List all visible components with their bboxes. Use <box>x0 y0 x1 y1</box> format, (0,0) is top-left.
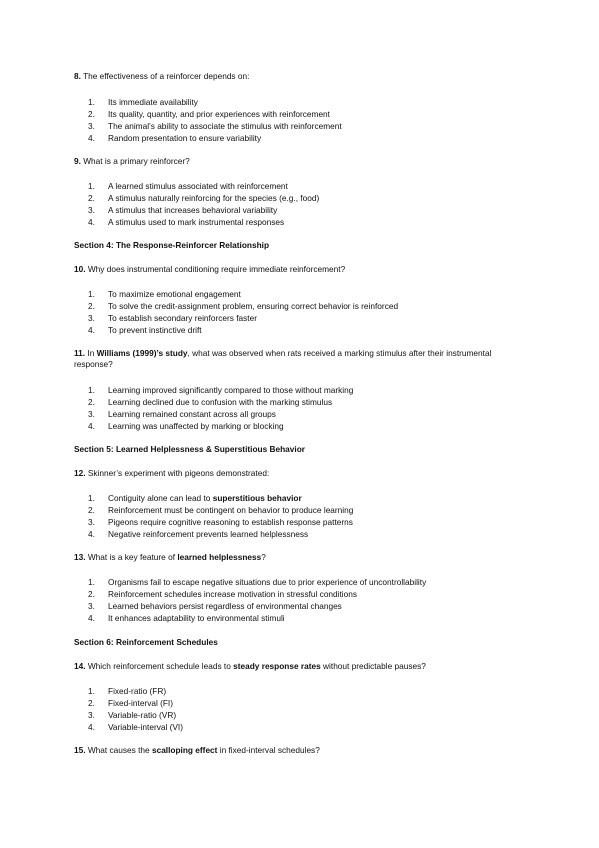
option: 4. Variable-interval (VI) <box>88 722 184 732</box>
option: 2. A stimulus naturally reinforcing for the species (e.g., food) <box>88 193 320 203</box>
option: 3. The animal’s ability to associate the stimulus with reinforcement <box>88 121 342 131</box>
section-heading-4: Section 4: The Response-Reinforcer Relationship <box>74 240 270 250</box>
option: 1. Its immediate availability <box>88 97 198 107</box>
option: 4. It enhances adaptability to environmental stimuli <box>88 613 285 623</box>
question-9: 9. What is a primary reinforcer? <box>74 156 190 166</box>
option: 1. Organisms fail to escape negative situations due to prior experience of uncontrollability <box>88 577 427 587</box>
question-10: 10. Why does instrumental conditioning require immediate reinforcement? <box>74 264 346 274</box>
option: 2. Its quality, quantity, and prior experiences with reinforcement <box>88 109 330 119</box>
options-q14 <box>74 685 183 733</box>
option: 4. To prevent instinctive drift <box>88 325 202 335</box>
question-13: 13. What is a key feature of learned helplessness? <box>74 552 266 562</box>
option: 3. A stimulus that increases behavioral variability <box>88 205 278 215</box>
option: 3. Pigeons require cognitive reasoning to establish response patterns <box>88 517 353 527</box>
question-15: 15. What causes the scalloping effect in fixed-interval schedules? <box>74 745 320 755</box>
option: 3. To establish secondary reinforcers faster <box>88 313 257 323</box>
options-q10 <box>74 288 398 336</box>
option: 4. Negative reinforcement prevents learned helplessness <box>88 529 309 539</box>
option: 1. Learning improved significantly compared to those without marking <box>88 385 354 395</box>
option: 4. Random presentation to ensure variability <box>88 133 262 143</box>
question-8: 8. The effectiveness of a reinforcer depends on: <box>74 71 250 81</box>
question-11: 11. In Williams (1999)’s study, what was observed when rats received a marking stimulus after their instrumental response? <box>74 348 492 369</box>
question-14: 14. Which reinforcement schedule leads to steady response rates without predictable pauses? <box>74 661 426 671</box>
option: 3. Learned behaviors persist regardless of environmental changes <box>88 601 342 611</box>
option: 2. Reinforcement schedules increase motivation in stressful conditions <box>88 589 358 599</box>
option: 3. Variable-ratio (VR) <box>88 710 177 720</box>
option: 2. Learning declined due to confusion with the marking stimulus <box>88 397 333 407</box>
options-q8 <box>74 96 342 144</box>
option: 4. Learning was unaffected by marking or blocking <box>88 421 284 431</box>
option: 2. Fixed-interval (FI) <box>88 698 174 708</box>
option: 4. A stimulus used to mark instrumental responses <box>88 217 285 227</box>
options-q9 <box>74 180 319 228</box>
section-heading-6: Section 6: Reinforcement Schedules <box>74 637 218 647</box>
option: 1. A learned stimulus associated with reinforcement <box>88 181 288 191</box>
options-q11 <box>74 384 353 432</box>
option: 2. To solve the credit-assignment problem, ensuring correct behavior is reinforced <box>88 301 399 311</box>
question-12: 12. Skinner’s experiment with pigeons demonstrated: <box>74 468 270 478</box>
option: 1. Contiguity alone can lead to superstitious behavior <box>88 493 302 503</box>
options-q12 <box>74 492 353 540</box>
option: 2. Reinforcement must be contingent on behavior to produce learning <box>88 505 354 515</box>
option: 1. Fixed-ratio (FR) <box>88 686 167 696</box>
option: 3. Learning remained constant across all groups <box>88 409 276 419</box>
section-heading-5: Section 5: Learned Helplessness & Superstitious Behavior <box>74 444 306 454</box>
options-q13 <box>74 576 426 624</box>
option: 1. To maximize emotional engagement <box>88 289 241 299</box>
